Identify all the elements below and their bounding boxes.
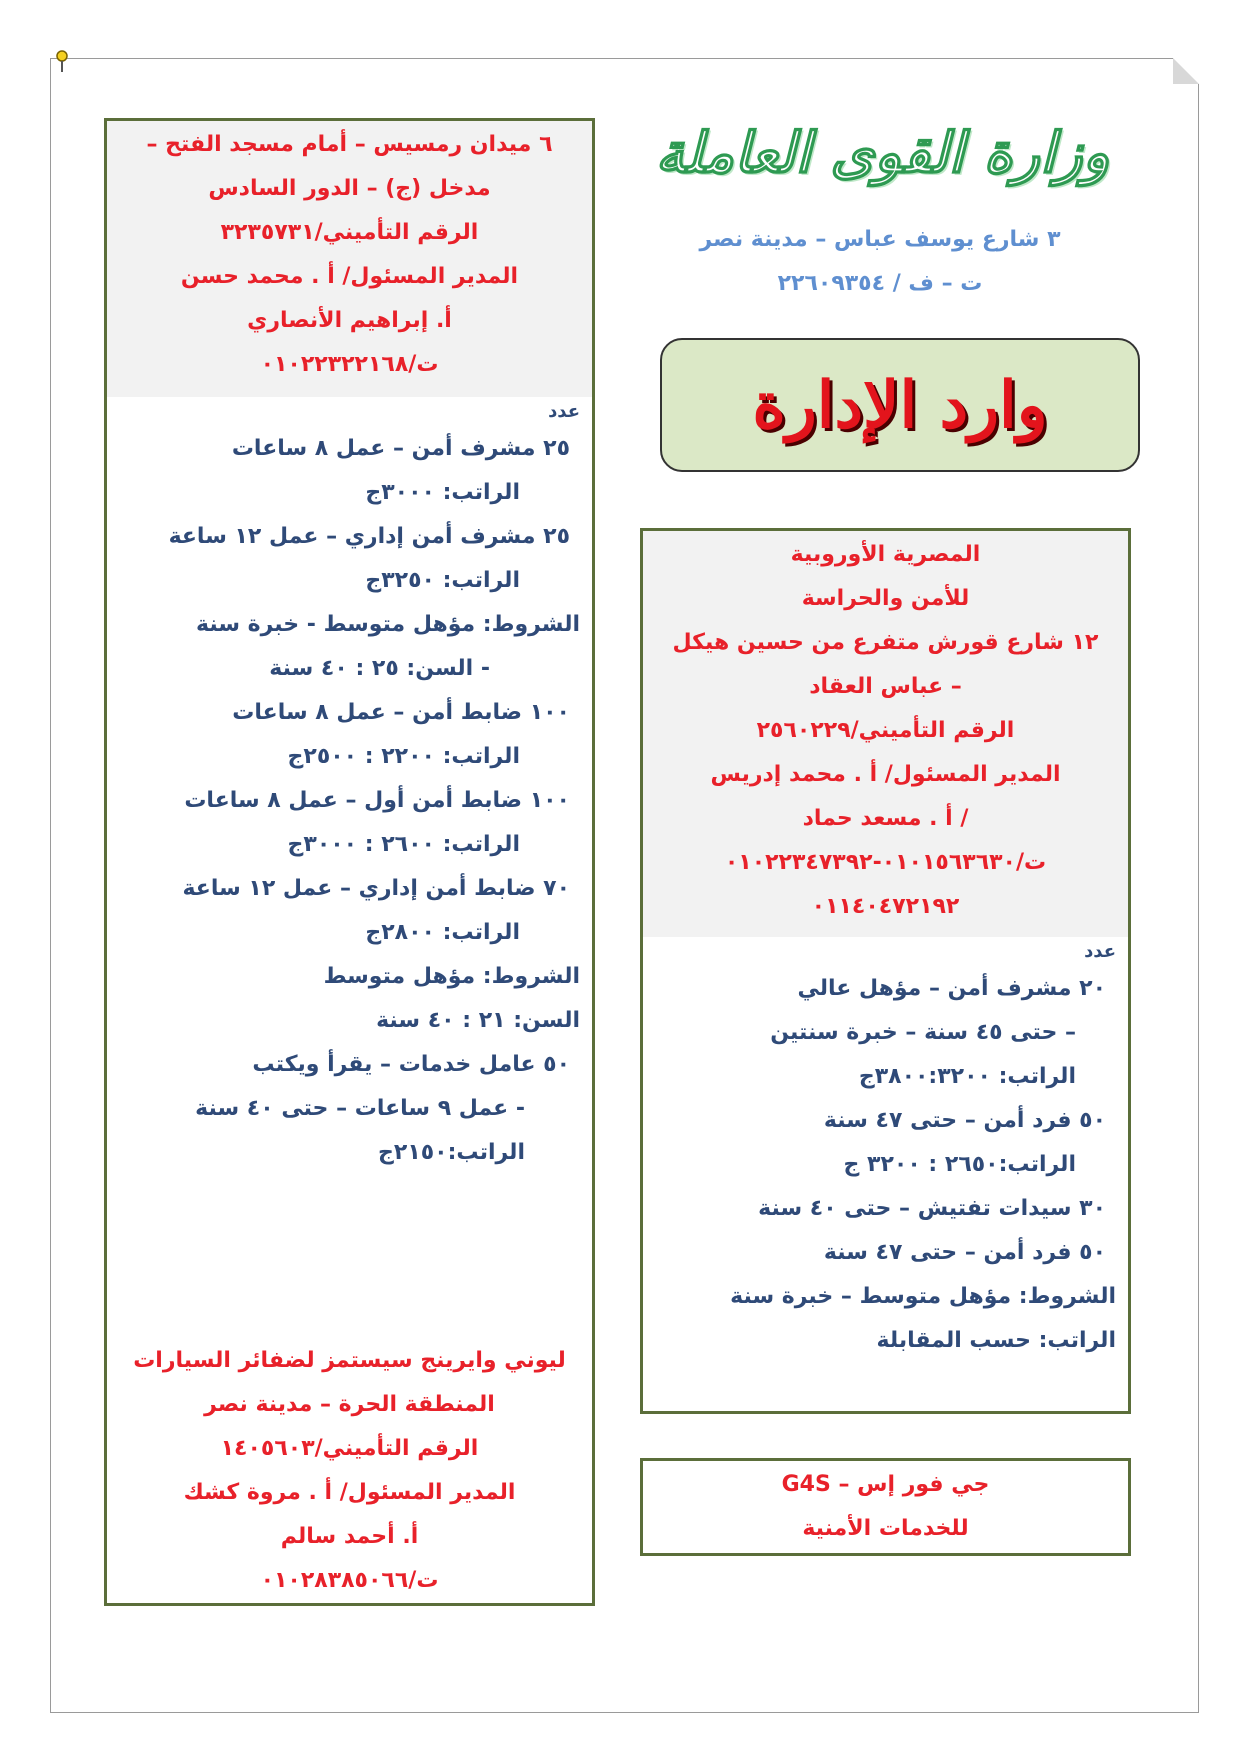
company-3-line: المدير المسئول/ أ . مروة كشك (183, 1480, 516, 1505)
company-2-header-line: المدير المسئول/ أ . محمد إدريس (710, 762, 1061, 787)
company-1-header-line: ت/٠١٠٢٢٣٢٢١٦٨ (260, 352, 439, 377)
company-2-header (643, 531, 1128, 937)
company-2-header-line: – عباس العقاد (809, 674, 962, 699)
job-line: السن: ٢١ : ٤٠ سنة (376, 1008, 580, 1033)
company-1-jobs (107, 397, 592, 1175)
company-3-line: ليوني وايرينج سيستمز لضفائر السيارات (133, 1348, 566, 1373)
pushpin-icon (54, 50, 70, 74)
ministry-title: وزارة القوى العاملة (655, 120, 1110, 186)
banner-title-box (660, 338, 1140, 472)
job-line: ٥٠ فرد أمن – حتى ٤٧ سنة (823, 1240, 1106, 1265)
job-line: ٢٠ مشرف أمن – مؤهل عالي (797, 976, 1106, 1001)
job-line: الراتب: حسب المقابلة (876, 1328, 1116, 1353)
company-2-header-line: ١٢ شارع قورش متفرع من حسين هيكل (672, 630, 1099, 655)
company-1-header-line: الرقم التأميني/٣٢٣٥٧٣١ (220, 220, 479, 245)
company-3-line: المنطقة الحرة – مدينة نصر (204, 1392, 495, 1417)
job-line: الراتب: ٢٦٠٠ : ٣٠٠٠ج (287, 832, 520, 857)
job-line: الراتب: ٢٨٠٠ج (365, 920, 520, 945)
company-2-header-line: للأمن والحراسة (801, 586, 970, 611)
company-2-count-label: عدد (1084, 941, 1116, 962)
company-2-header-line: / أ . مسعد حماد (802, 806, 969, 831)
job-line: الشروط: مؤهل متوسط - خبرة سنة (196, 612, 580, 637)
company-2-header-line: المصرية الأوروبية (790, 542, 981, 567)
company-4-box (640, 1458, 1131, 1556)
company-1-header-line: أ. إبراهيم الأنصاري (247, 308, 452, 333)
ministry-phone: ت – ف / ٢٢٦٠٩٣٥٤ (777, 271, 983, 296)
ministry-address-block (640, 218, 1120, 306)
company-2-header-line: ٠١١٤٠٤٧٢١٩٢ (811, 894, 960, 919)
job-line: ١٠٠ ضابط أمن – عمل ٨ ساعات (232, 700, 570, 725)
job-line: الراتب: ٣٠٠٠ج (365, 480, 520, 505)
company-4-line: للخدمات الأمنية (802, 1516, 969, 1541)
banner-title: وارد الإدارة (752, 367, 1048, 443)
company-2-header-line: الرقم التأميني/٢٥٦٠٢٢٩ (756, 718, 1015, 743)
job-line: ٣٠ سيدات تفتيش – حتى ٤٠ سنة (758, 1196, 1106, 1221)
company-2-header-line: ت/٠١٠١٥٦٣٦٣٠-٠١٠٢٢٣٤٧٣٩٢ (724, 850, 1047, 875)
job-line: - عمل ٩ ساعات – حتى ٤٠ سنة (195, 1096, 525, 1121)
company-2-jobs (643, 937, 1128, 1363)
job-line: ٢٥ مشرف أمن – عمل ٨ ساعات (231, 436, 570, 461)
job-line: الراتب: ٣٢٥٠ج (365, 568, 520, 593)
ministry-address: ٣ شارع يوسف عباس – مدينة نصر (699, 227, 1061, 252)
company-1-header-line: ٦ ميدان رمسيس – أمام مسجد الفتح – (146, 132, 553, 157)
job-line: – حتى ٤٥ سنة – خبرة سنتين (770, 1020, 1076, 1045)
company-3-line: الرقم التأميني/١٤٠٥٦٠٣ (220, 1436, 479, 1461)
company-4-line: جي فور إس – G4S (781, 1472, 990, 1497)
company-1-header (107, 121, 592, 397)
page-fold-corner (1173, 58, 1199, 84)
job-line: الراتب:٢٦٥٠ : ٣٢٠٠ ج (843, 1152, 1076, 1177)
job-line: الشروط: مؤهل متوسط – خبرة سنة (730, 1284, 1116, 1309)
company-1-header-line: المدير المسئول/ أ . محمد حسن (180, 264, 519, 289)
job-line: ١٠٠ ضابط أمن أول – عمل ٨ ساعات (184, 788, 570, 813)
job-line: الراتب: ٢٢٠٠ : ٢٥٠٠ج (287, 744, 520, 769)
job-line: الراتب:٢١٥٠ج (378, 1140, 525, 1165)
job-line: الراتب: ٣٨٠٠:٣٢٠٠ج (858, 1064, 1076, 1089)
company-3-block (107, 1339, 592, 1603)
company-3-line: ت/٠١٠٢٨٣٨٥٠٦٦ (260, 1568, 439, 1593)
company-3-line: أ. أحمد سالم (280, 1524, 419, 1549)
job-line: ٢٥ مشرف أمن إداري – عمل ١٢ ساعة (168, 524, 570, 549)
job-line: الشروط: مؤهل متوسط (323, 964, 580, 989)
job-line: ٥٠ فرد أمن – حتى ٤٧ سنة (823, 1108, 1106, 1133)
job-line: ٧٠ ضابط أمن إداري – عمل ١٢ ساعة (182, 876, 570, 901)
company-2-box (640, 528, 1131, 1414)
company-1-box (104, 118, 595, 1606)
job-line: - السن: ٢٥ : ٤٠ سنة (269, 656, 490, 681)
job-line: ٥٠ عامل خدمات – يقرأ ويكتب (252, 1052, 570, 1077)
company-1-count-label: عدد (548, 401, 580, 422)
company-1-header-line: مدخل (ج) – الدور السادس (208, 176, 491, 201)
